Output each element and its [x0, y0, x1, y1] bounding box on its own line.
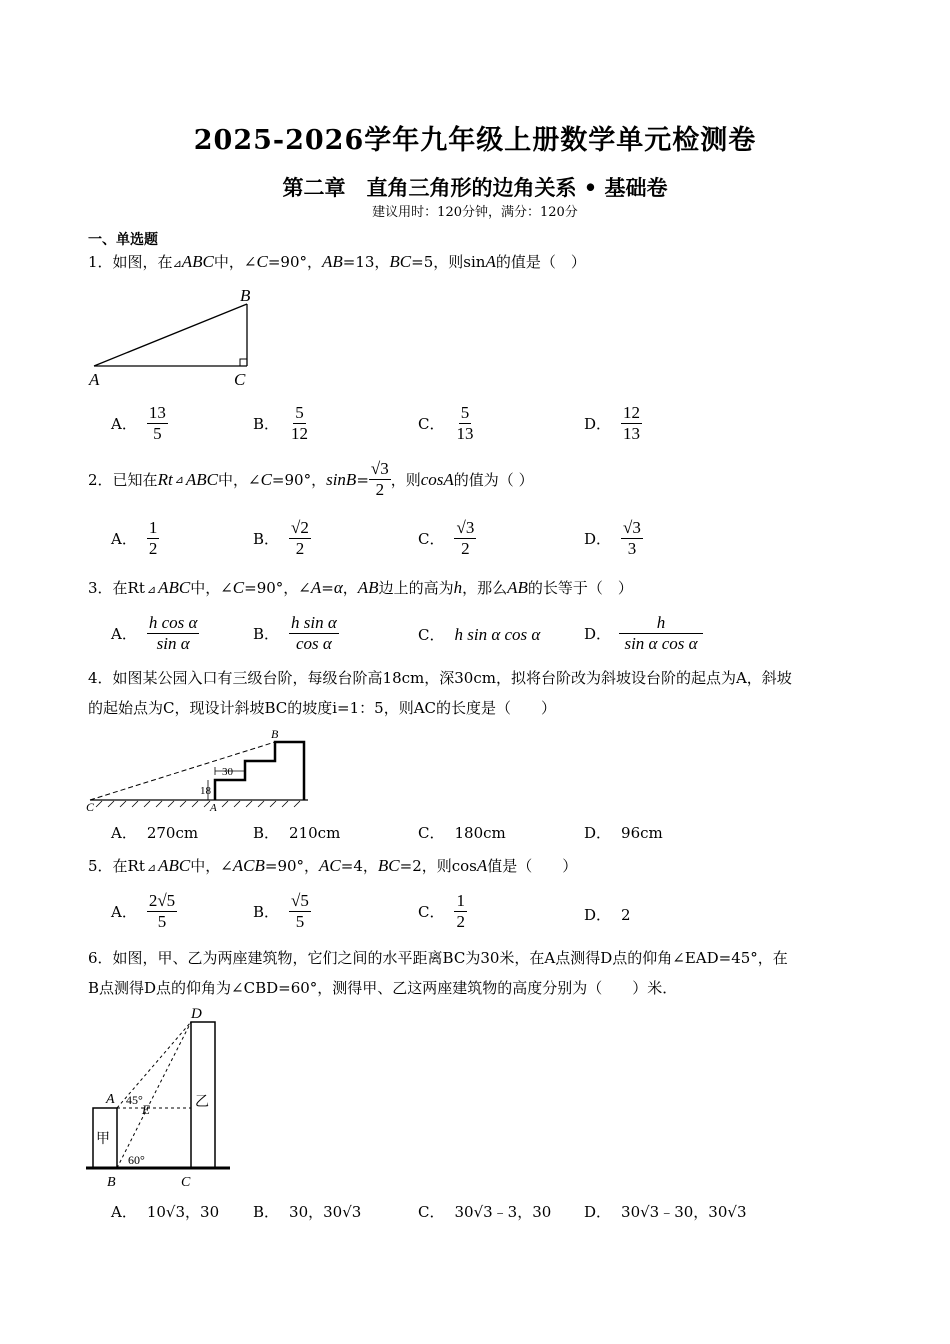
exam-info: 建议用时：120分钟，满分：120分 [372, 205, 578, 220]
q1-option-c[interactable]: C． $\frac{5}{13}$ [418, 403, 474, 443]
fig6-building-jia: 甲 [96, 1132, 110, 1147]
q2-option-a[interactable]: A． $\frac{1}{2}$ [111, 518, 158, 558]
fig4-depth-label: 30 [222, 766, 233, 778]
q5-option-c[interactable]: C． $\frac{1}{2}$ [418, 891, 465, 931]
fig4-label-a: A [210, 802, 217, 814]
q3-option-d[interactable]: D． $\frac{h}{\text{sin α cos α}}$ [584, 613, 701, 654]
q1-option-b[interactable]: B． $\frac{5}{12}$ [253, 403, 309, 443]
q6-option-c[interactable]: C． 30√3﹣3，30 [418, 1203, 552, 1221]
q2-option-c[interactable]: C． $\frac{√3}{2}$ [418, 518, 475, 558]
q5-option-a[interactable]: A． $\frac{2√5}{5}$ [111, 891, 176, 931]
q1-option-a[interactable]: A． $\frac{13}{5}$ [111, 403, 166, 443]
q2-option-b[interactable]: B． $\frac{√2}{2}$ [253, 518, 309, 558]
fig6-label-c: C [181, 1175, 191, 1190]
fig6-label-d: D [191, 1006, 202, 1022]
q4-option-a[interactable]: A． 270cm [111, 823, 199, 842]
exam-title: 2025-2026学年九年级上册数学单元检测卷 [193, 125, 757, 156]
fig4-label-b: B [271, 727, 279, 741]
question-4-line2: 的起始点为C，现设计斜坡BC的坡度i=1：5，则AC的长度是（ ） [88, 699, 557, 717]
q4-option-b[interactable]: B． 210cm [253, 823, 341, 842]
fig1-label-c: C [234, 370, 246, 389]
q5-option-b[interactable]: B． $\frac{√5}{5}$ [253, 891, 309, 931]
fig6-label-a: A [106, 1092, 115, 1107]
fig4-height-label: 18 [200, 785, 211, 797]
q6-option-a[interactable]: A． 10√3，30 [111, 1203, 220, 1221]
fig1-label-b: B [240, 286, 251, 305]
question-1-figure [84, 284, 264, 394]
question-6-figure [84, 1002, 234, 1190]
q3-option-c[interactable]: C． h sin α cos α [418, 624, 541, 644]
section-heading: 一、单选题 [88, 232, 158, 248]
fig4-label-c: C [86, 800, 95, 814]
fig1-label-a: A [89, 370, 100, 389]
question-5-stem: 5．在Rt ⊿ ABC中，∠ACB=90°，AC=4，BC=2，则cosA值是（ ） [88, 856, 578, 875]
q4-option-c[interactable]: C． 180cm [418, 823, 506, 842]
q5-option-d[interactable]: D． 2 [584, 905, 631, 924]
question-4-figure [84, 725, 316, 815]
chapter-title: 第二章 直角三角形的边角关系 • 基础卷 [282, 175, 668, 200]
q1-option-d[interactable]: D． $\frac{12}{13}$ [584, 403, 641, 443]
question-3-stem: 3．在Rt ⊿ ABC中，∠C=90°，∠A=α，AB边上的高为h，那么AB的长等于（ ） [88, 578, 633, 597]
fig6-label-b: B [107, 1175, 116, 1190]
fig6-angle-60: 60° [128, 1153, 145, 1167]
fig6-building-yi: 乙 [195, 1095, 209, 1110]
q2-option-d[interactable]: D． $\frac{√3}{3}$ [584, 518, 641, 558]
fig6-angle-45: 45° [126, 1093, 143, 1107]
question-2-stem: 2． 已知在 Rt ⊿ ABC 中，∠ C =90°， sinB = $\frac{√3}{2}$ ，则 cosA 的值为（ ） [88, 459, 534, 499]
question-6-line1: 6．如图，甲、乙为两座建筑物，它们之间的水平距离BC为30米，在A点测得D点的仰角∠EAD=45°，在 [88, 949, 788, 967]
q4-option-d[interactable]: D． 96cm [584, 823, 663, 842]
question-1-stem: 1．如图，在⊿ABC中，∠C=90°，AB=13，BC=5，则sinA的值是（ ） [88, 252, 586, 271]
fig6-label-e: E [142, 1102, 150, 1117]
question-6-line2: B点测得D点的仰角为∠CBD=60°，测得甲、乙这两座建筑物的高度分别为（ ）米． [88, 979, 678, 997]
q3-option-b[interactable]: B． $\frac{\text{h sin α}}{\text{cos α}}$ [253, 613, 337, 653]
q3-option-a[interactable]: A． $\frac{\text{h cos α}}{\text{sin α}}$ [111, 613, 198, 653]
question-4-line1: 4．如图某公园入口有三级台阶，每级台阶高18cm，深30cm，拟将台阶改为斜坡设台阶的起点为A，斜坡 [88, 669, 792, 687]
q6-option-b[interactable]: B． 30，30√3 [253, 1203, 362, 1221]
q6-option-d[interactable]: D． 30√3﹣30，30√3 [584, 1203, 747, 1221]
